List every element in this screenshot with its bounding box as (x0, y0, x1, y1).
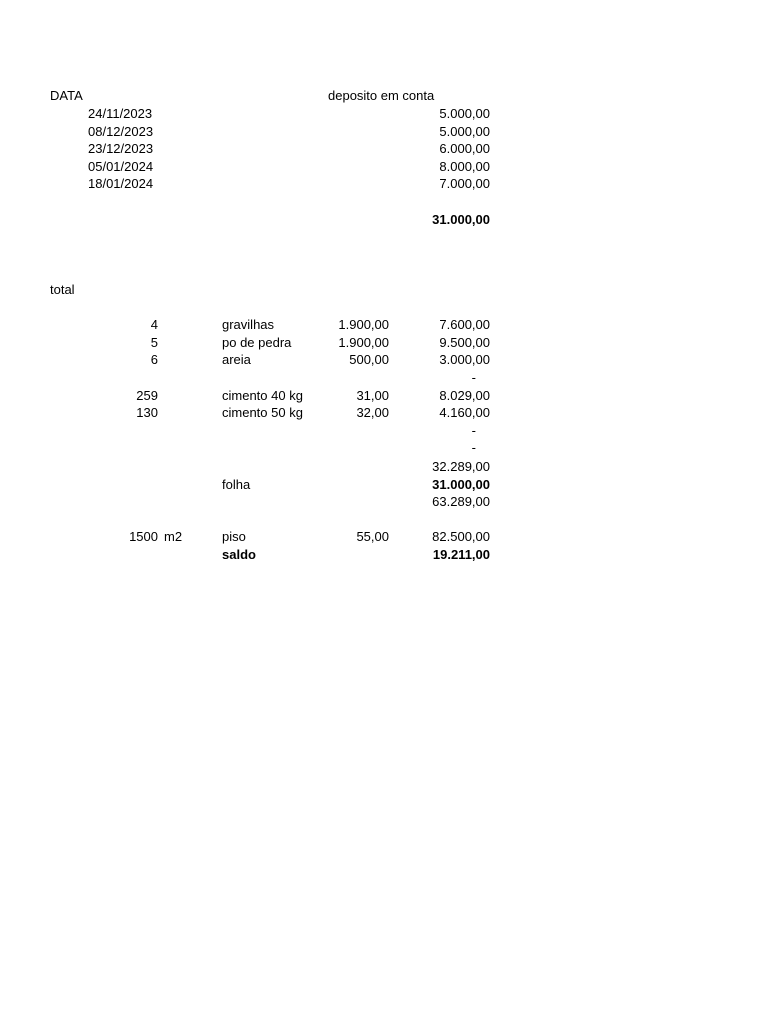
deposit-amount: 5.000,00 (439, 106, 490, 121)
material-amount: 7.600,00 (439, 317, 490, 333)
deposit-date: 08/12/2023 (88, 123, 154, 139)
piso-unit: m2 (164, 529, 183, 545)
materials-subtotal-row (0, 458, 768, 476)
materials-subtotal-amount: 32.289,00 (432, 458, 490, 474)
header-row (0, 87, 768, 105)
material-price: 1.900,00 (338, 317, 389, 333)
deposit-date: 24/11/2023 (88, 106, 153, 121)
deposit-amount: 6.000,00 (439, 141, 490, 157)
deposits-total-amount: 31.000,00 (432, 211, 490, 227)
material-row (0, 422, 768, 440)
material-qty: 5 (150, 334, 158, 350)
saldo-row (0, 546, 768, 564)
data-column-header: DATA (50, 88, 83, 103)
deposit-amount: 7.000,00 (439, 176, 490, 192)
material-amount: - (471, 370, 476, 385)
material-amount: - (471, 440, 476, 456)
material-row (0, 404, 768, 422)
piso-item: piso (222, 529, 246, 545)
grand-total-row (0, 493, 768, 511)
deposit-amount: 8.000,00 (439, 158, 490, 174)
material-amount: 4.160,00 (439, 405, 490, 421)
material-row (0, 369, 768, 387)
deposit-row (0, 140, 768, 158)
material-price: 1.900,00 (338, 334, 389, 350)
grand-total-amount: 63.289,00 (432, 494, 490, 510)
material-qty: 4 (150, 317, 158, 333)
material-item: cimento 40 kg (222, 387, 303, 403)
deposit-row (0, 105, 768, 123)
deposit-date: 05/01/2024 (88, 158, 154, 174)
total-label: total (50, 282, 75, 297)
material-price: 500,00 (349, 352, 389, 368)
material-amount: - (471, 422, 476, 438)
material-amount: 3.000,00 (439, 352, 490, 368)
material-row (0, 387, 768, 405)
material-amount: 8.029,00 (439, 387, 490, 403)
material-row (0, 334, 768, 352)
piso-price: 55,00 (356, 529, 389, 545)
material-amount: 9.500,00 (439, 334, 490, 350)
material-item: cimento 50 kg (222, 405, 303, 421)
piso-amount: 82.500,00 (432, 529, 490, 545)
material-row (0, 439, 768, 457)
deposit-date: 23/12/2023 (88, 141, 154, 157)
material-row (0, 316, 768, 334)
material-item: po de pedra (222, 334, 292, 350)
deposit-column-header: deposito em conta (328, 88, 435, 103)
material-qty: 259 (136, 387, 158, 403)
material-qty: 6 (150, 352, 158, 368)
total-label-row (0, 281, 768, 299)
folha-label: folha (222, 476, 251, 492)
piso-qty: 1500 (129, 529, 158, 545)
material-item: gravilhas (222, 317, 275, 333)
deposit-row (0, 123, 768, 141)
deposit-date: 18/01/2024 (88, 176, 154, 192)
material-item: areia (222, 352, 251, 368)
material-price: 31,00 (356, 387, 389, 403)
material-row (0, 351, 768, 369)
folha-amount: 31.000,00 (432, 476, 490, 492)
saldo-amount: 19.211,00 (432, 546, 490, 562)
piso-row (0, 528, 768, 546)
material-price: 32,00 (356, 405, 389, 421)
deposits-total-row (0, 211, 768, 229)
saldo-label: saldo (222, 546, 256, 562)
deposit-amount: 5.000,00 (439, 123, 490, 139)
folha-row (0, 476, 768, 494)
material-qty: 130 (136, 405, 158, 421)
deposit-row (0, 175, 768, 193)
deposit-row (0, 158, 768, 176)
